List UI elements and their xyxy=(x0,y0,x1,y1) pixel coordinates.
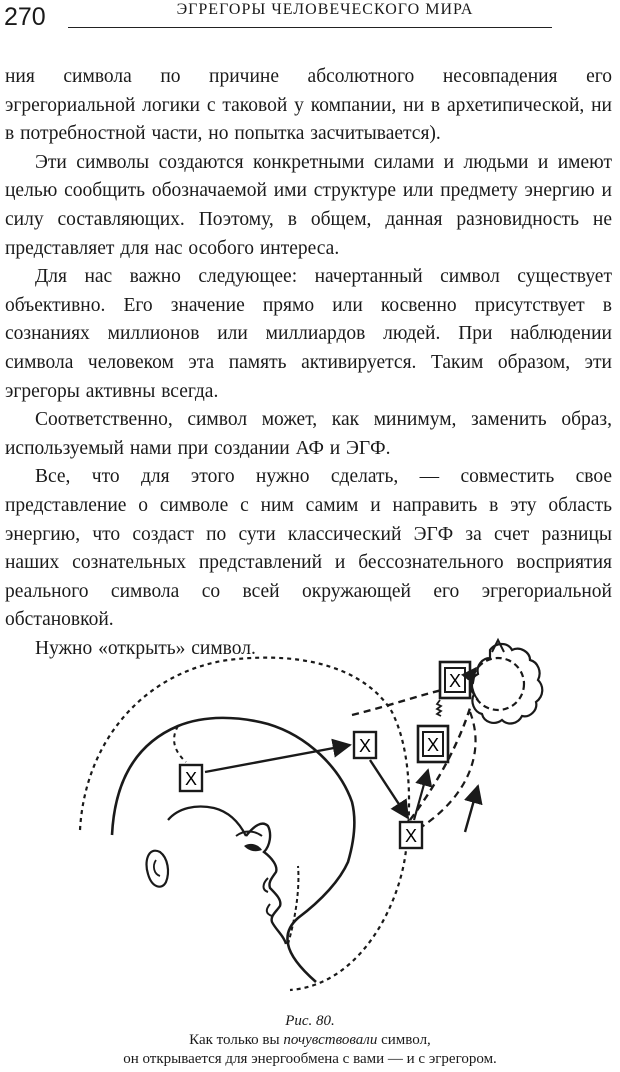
symbol-box-center xyxy=(354,732,376,758)
symbol-box-lower xyxy=(400,822,422,848)
face-profile xyxy=(246,824,286,944)
body-text xyxy=(5,63,612,663)
caption-emphasis: почувствовали xyxy=(283,1032,378,1048)
symbol-box-egregor xyxy=(440,662,470,698)
nose-detail xyxy=(264,878,269,892)
paragraph: Эти символы создаются конкретными силами и людьми и имеют целью сообщить обозначаемой ими структуре или предмету энергию и силу составляющих. Поэтому, в общем, данная разновидность не представляет для нас особого интереса. xyxy=(5,151,612,259)
paragraph: Все, что для этого нужно сделать, — совместить свое представление о символе с ним самим и направить в эту область энергию, что создаст по сути классический ЭГФ за счет разницы наших сознательных представлений и бессознательного восприятия реального символа со всей окружающей его эгрегориальной обстановкой. xyxy=(5,466,612,631)
symbol-box-middle xyxy=(418,726,448,762)
mouth xyxy=(267,904,272,916)
header-divider xyxy=(68,27,552,28)
paragraph: Нужно «открыть» символ. xyxy=(35,637,256,659)
symbol-glyph: X xyxy=(404,826,418,846)
head-symbol-diagram xyxy=(40,625,600,1005)
head-profile-outline xyxy=(112,718,354,982)
symbol-glyph: X xyxy=(448,671,462,691)
symbol-glyph: X xyxy=(184,769,198,789)
arrow-head-to-center xyxy=(205,745,350,772)
egregor-inner-circle xyxy=(472,658,524,710)
hairline xyxy=(168,807,246,837)
figure-number: Рис. 80. xyxy=(285,1013,335,1029)
symbol-glyph: X xyxy=(358,736,372,756)
ear-inner xyxy=(154,860,160,876)
paragraph: Для нас важно следующее: начертанный символ существует объективно. Его значение прямо или косвенно присутствует в сознаниях миллионов или миллиардов людей. При наблюдении символа человеком эта память активируется. Таким образом, эти эгрегоры активны всегда. xyxy=(5,266,612,402)
free-arrow xyxy=(465,786,478,832)
outer-dashed-aura xyxy=(80,658,409,990)
caption-line-1 xyxy=(0,1031,620,1050)
caption-text: Как только вы xyxy=(189,1032,284,1048)
energy-squiggle xyxy=(437,700,441,716)
paragraph: ния символа по причине абсолютного несовпадения его эгрегориальной логики с таковой у компании, ни в архетипической, ни в потребностной части, но попытка засчитывается). xyxy=(5,66,612,145)
forehead-dashed-link xyxy=(174,726,186,762)
dashed-path-to-egregor xyxy=(352,688,450,715)
symbol-box-head xyxy=(180,765,202,791)
arrow-center-to-lower xyxy=(370,760,408,818)
eye xyxy=(244,844,262,851)
caption-line-2: он открывается для энергообмена с вами — и с эгрегором. xyxy=(123,1051,497,1067)
ear xyxy=(147,851,169,887)
figure-illustration xyxy=(40,625,600,1005)
figure-caption xyxy=(0,1012,620,1069)
page-number: 270 xyxy=(4,3,46,31)
egregor-cloud xyxy=(471,644,543,723)
running-title: ЭГРЕГОРЫ ЧЕЛОВЕЧЕСКОГО МИРА xyxy=(176,1,474,18)
paragraph: Соответственно, символ может, как минимум, заменить образ, используемый нами при создании АФ и ЭГФ. xyxy=(5,409,612,459)
symbol-glyph: X xyxy=(426,735,440,755)
arrow-lower-to-middle xyxy=(414,770,428,820)
caption-text: символ, xyxy=(377,1032,431,1048)
